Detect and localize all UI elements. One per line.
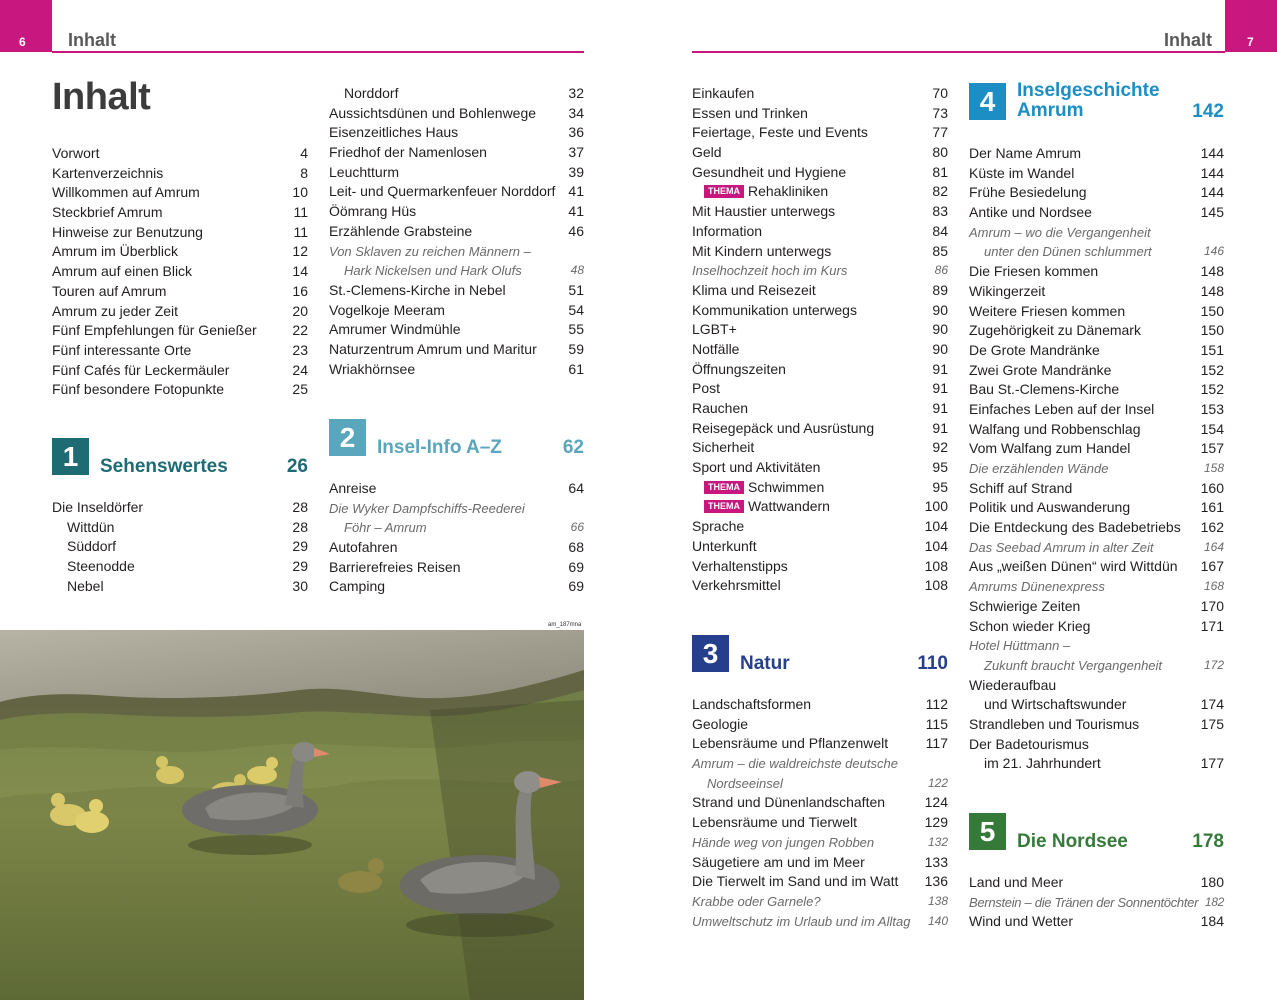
toc-feature-entry[interactable]: Hände weg von jungen Robben 132 [692, 834, 948, 850]
toc-entry[interactable]: Steenodde 29 [67, 558, 308, 575]
toc-entry[interactable]: Feiertage, Feste und Events 77 [692, 124, 948, 141]
inselinfo-list [329, 479, 584, 597]
toc-feature-entry[interactable]: Bernstein – die Tränen der Sonnentöchter 182 [969, 894, 1224, 910]
toc-entry[interactable]: Mit Haustier unterwegs 83 [692, 203, 948, 220]
inselinfo-list-cont [692, 84, 948, 596]
toc-feature-entry[interactable]: Krabbe oder Garnele? 138 [692, 893, 948, 909]
toc-entry[interactable]: Einkaufen 70 [692, 85, 948, 101]
toc-entry[interactable]: Sicherheit 92 [692, 439, 948, 456]
left-page-number-box [0, 0, 52, 52]
toc-entry[interactable]: Wiederaufbau [969, 676, 1057, 693]
toc-entry[interactable]: Sprache 104 [692, 518, 948, 535]
toc-entry[interactable]: Wriakhörnsee 61 [329, 360, 584, 377]
toc-entry[interactable]: Schiff auf Strand 160 [969, 479, 1224, 496]
toc-entry[interactable]: Naturzentrum Amrum und Maritur 59 [329, 340, 584, 357]
toc-feature-entry[interactable]: Hotel Hüttmann – [969, 638, 1071, 654]
toc-entry[interactable]: Die Friesen kommen 148 [969, 263, 1224, 280]
toc-feature-entry[interactable]: Amrum – die waldreichste deutsche [692, 756, 898, 772]
toc-entry[interactable]: Reisegepäck und Ausrüstung 91 [692, 419, 948, 436]
toc-entry[interactable]: LGBT+ 90 [692, 321, 948, 338]
left-header-rule [52, 51, 584, 53]
toc-entry[interactable]: Essen und Trinken 73 [692, 104, 948, 121]
geese-photo [0, 630, 584, 1000]
toc-entry[interactable]: Vogelkoje Meeram 54 [329, 301, 584, 318]
section-number-badge: 5 [969, 813, 1006, 850]
toc-feature-entry[interactable]: Amrums Dünenexpress 168 [969, 579, 1224, 595]
toc-entry[interactable]: Mit Kindern unterwegs 85 [692, 242, 948, 259]
toc-entry[interactable]: im 21. Jahrhundert 177 [984, 755, 1224, 772]
toc-entry[interactable]: Der Badetourismus [969, 735, 1089, 752]
sehenswertes-list-cont [329, 84, 584, 379]
section-number-badge: 4 [969, 83, 1006, 120]
toc-entry[interactable]: St.-Clemens-Kirche in Nebel 51 [329, 281, 584, 298]
right-page-number: 7 [1247, 35, 1254, 49]
toc-entry[interactable]: Lebensräume und Pflanzenwelt 117 [692, 735, 948, 752]
toc-entry[interactable]: Amrum zu jeder Zeit 20 [52, 302, 308, 319]
toc-entry[interactable]: Notfälle 90 [692, 340, 948, 357]
toc-entry[interactable]: Amrumer Windmühle 55 [329, 321, 584, 338]
toc-entry[interactable]: Die Tierwelt im Sand und im Watt 136 [692, 873, 948, 890]
toc-entry[interactable]: Sport und Aktivitäten 95 [692, 459, 948, 476]
toc-entry[interactable]: Die Entdeckung des Badebetriebs 162 [969, 519, 1224, 536]
section-number-badge: 2 [329, 419, 366, 456]
toc-entry[interactable]: Geld 80 [692, 144, 948, 161]
toc-entry[interactable]: Fünf besondere Fotopunkte 25 [52, 381, 308, 398]
section-page: 26 [286, 456, 308, 477]
natur-list [692, 695, 948, 931]
intro-list [52, 144, 308, 400]
toc-feature-entry[interactable]: Von Sklaven zu reichen Männern – [329, 243, 531, 259]
toc-feature-entry[interactable]: unter den Dünen schlummert 146 [984, 244, 1224, 260]
toc-entry[interactable]: Die Inseldörfer 28 [52, 499, 308, 515]
toc-entry[interactable]: Klima und Reisezeit 89 [692, 281, 948, 298]
toc-entry[interactable]: Schon wieder Krieg 171 [969, 617, 1224, 634]
section-page: 142 [1192, 101, 1224, 122]
toc-feature-entry[interactable]: Umweltschutz im Urlaub und im Alltag 140 [692, 913, 948, 929]
photo-credit: am_187mna [548, 622, 582, 628]
section-4-heading[interactable] [969, 80, 1224, 120]
toc-entry[interactable]: Zugehörigkeit zu Dänemark 150 [969, 322, 1224, 339]
toc-feature-entry[interactable]: Die Wyker Dampfschiffs-Reederei [329, 500, 525, 516]
toc-entry[interactable]: Wikingerzeit 148 [969, 282, 1224, 299]
toc-entry[interactable]: Friedhof der Namenlosen 37 [329, 144, 584, 161]
toc-entry[interactable]: Autofahren 68 [329, 539, 584, 556]
toc-entry[interactable]: Post 91 [692, 380, 948, 397]
section-1-heading[interactable] [52, 435, 308, 475]
section-title: Inselgeschichte Amrum [1017, 80, 1160, 121]
toc-entry[interactable]: Aus „weißen Dünen“ wird Wittdün 167 [969, 558, 1224, 575]
thema-badge: THEMA [704, 185, 744, 198]
section-title: Die Nordsee [1017, 831, 1128, 852]
toc-entry[interactable]: und Wirtschaftswunder 174 [984, 696, 1224, 713]
page-title: Inhalt [52, 76, 151, 118]
toc-feature-entry[interactable]: Das Seebad Amrum in alter Zeit 164 [969, 539, 1224, 555]
toc-thema-entry[interactable]: THEMA Wattwandern 100 [692, 497, 948, 517]
nordsee-list [969, 873, 1224, 932]
toc-entry[interactable]: Verhaltenstipps 108 [692, 557, 948, 574]
toc-entry[interactable]: Fünf Cafés für Leckermäuler 24 [52, 361, 308, 378]
section-title: Natur [740, 653, 790, 674]
toc-feature-entry[interactable]: Zukunft braucht Vergangenheit 172 [984, 657, 1224, 673]
toc-entry[interactable]: Bau St.-Clemens-Kirche 152 [969, 381, 1224, 398]
toc-entry[interactable]: Norddorf 32 [344, 85, 584, 101]
toc-entry[interactable]: Weitere Friesen kommen 150 [969, 302, 1224, 319]
toc-entry[interactable]: Erzählende Grabsteine 46 [329, 222, 584, 239]
toc-entry[interactable]: Leit- und Quermarkenfeuer Norddorf 41 [329, 183, 584, 200]
section-title: Sehenswertes [100, 456, 228, 477]
toc-entry[interactable]: Hinweise zur Benutzung 11 [52, 223, 308, 240]
geschichte-list [969, 144, 1224, 774]
section-number-badge: 1 [52, 438, 89, 475]
toc-entry[interactable]: Küste im Wandel 144 [969, 164, 1224, 181]
toc-entry[interactable]: Einfaches Leben auf der Insel 153 [969, 400, 1224, 417]
toc-entry[interactable]: Öffnungszeiten 91 [692, 360, 948, 377]
toc-entry[interactable]: Der Name Amrum 144 [969, 145, 1224, 161]
toc-entry[interactable]: Politik und Auswanderung 161 [969, 499, 1224, 516]
right-header-title: Inhalt [1164, 30, 1212, 50]
toc-entry[interactable]: Leuchtturm 39 [329, 163, 584, 180]
toc-entry[interactable]: De Grote Mandränke 151 [969, 341, 1224, 358]
thema-badge: THEMA [704, 481, 744, 494]
section-number-badge: 3 [692, 635, 729, 672]
toc-entry[interactable]: Information 84 [692, 222, 948, 239]
toc-entry[interactable]: Anreise 64 [329, 480, 584, 496]
right-header-rule [692, 51, 1225, 53]
toc-entry[interactable]: Touren auf Amrum 16 [52, 282, 308, 299]
toc-entry[interactable]: Frühe Besiedelung 144 [969, 184, 1224, 201]
toc-entry[interactable]: Steckbrief Amrum 11 [52, 204, 308, 221]
toc-entry[interactable]: Barrierefreies Reisen 69 [329, 558, 584, 575]
toc-entry[interactable]: Schwierige Zeiten 170 [969, 597, 1224, 614]
toc-entry[interactable]: Wind und Wetter 184 [969, 913, 1224, 930]
toc-entry[interactable]: Kommunikation unterwegs 90 [692, 301, 948, 318]
toc-entry[interactable]: Unterkunft 104 [692, 537, 948, 554]
toc-entry[interactable]: Land und Meer 180 [969, 874, 1224, 890]
toc-entry[interactable]: Fünf Empfehlungen für Genießer 22 [52, 322, 308, 339]
toc-entry[interactable]: Antike und Nordsee 145 [969, 204, 1224, 221]
toc-entry[interactable]: Säugetiere am und im Meer 133 [692, 853, 948, 870]
toc-entry[interactable]: Vorwort 4 [52, 145, 308, 161]
toc-entry[interactable]: Gesundheit und Hygiene 81 [692, 163, 948, 180]
toc-entry[interactable]: Öömrang Hüs 41 [329, 203, 584, 220]
toc-entry[interactable]: Amrum auf einen Blick 14 [52, 263, 308, 280]
left-header-title: Inhalt [68, 30, 116, 50]
toc-entry[interactable]: Geologie 115 [692, 715, 948, 732]
toc-entry[interactable]: Zwei Grote Mandränke 152 [969, 361, 1224, 378]
toc-entry[interactable]: Landschaftsformen 112 [692, 696, 948, 712]
toc-entry[interactable]: Kartenverzeichnis 8 [52, 164, 308, 181]
section-3-heading[interactable] [692, 632, 948, 672]
toc-feature-entry[interactable]: Inselhochzeit hoch im Kurs 86 [692, 263, 948, 279]
toc-thema-entry[interactable]: THEMA Schwimmen 95 [692, 478, 948, 498]
toc-entry[interactable]: Nebel 30 [67, 577, 308, 594]
toc-entry[interactable]: Rauchen 91 [692, 400, 948, 416]
toc-feature-entry[interactable]: Föhr – Amrum 66 [344, 520, 584, 536]
toc-entry[interactable]: Willkommen auf Amrum 10 [52, 184, 308, 201]
toc-feature-entry[interactable]: Die erzählenden Wände 158 [969, 461, 1224, 476]
toc-entry[interactable]: Vom Walfang zum Handel 157 [969, 440, 1224, 457]
toc-entry[interactable]: Strand und Dünenlandschaften 124 [692, 794, 948, 811]
section-page: 62 [562, 437, 584, 458]
left-page-number: 6 [19, 35, 26, 49]
toc-entry[interactable]: Wittdün 28 [67, 518, 308, 535]
section-page: 110 [917, 653, 948, 674]
section-title: Insel-Info A–Z [377, 437, 502, 458]
toc-entry[interactable]: Aussichtsdünen und Bohlenwege 34 [329, 104, 584, 121]
section-2-heading[interactable] [329, 416, 584, 456]
toc-entry[interactable]: Fünf interessante Orte 23 [52, 341, 308, 358]
toc-entry[interactable]: Süddorf 29 [67, 538, 308, 555]
toc-feature-entry[interactable]: Hark Nickelsen und Hark Olufs 48 [344, 263, 584, 279]
toc-entry[interactable]: Walfang und Robbenschlag 154 [969, 420, 1224, 437]
toc-feature-entry[interactable]: Nordseeinsel 122 [707, 775, 948, 791]
toc-thema-entry[interactable]: THEMA Rehakliniken 82 [692, 182, 948, 202]
section-page: 178 [1192, 831, 1224, 852]
toc-entry[interactable]: Lebensräume und Tierwelt 129 [692, 814, 948, 831]
toc-feature-entry[interactable]: Amrum – wo die Vergangenheit [969, 224, 1151, 240]
toc-entry[interactable]: Eisenzeitliches Haus 36 [329, 124, 584, 141]
toc-entry[interactable]: Strandleben und Tourismus 175 [969, 715, 1224, 732]
thema-badge: THEMA [704, 500, 744, 513]
sehenswertes-list [52, 498, 308, 596]
section-5-heading[interactable] [969, 810, 1224, 850]
toc-entry[interactable]: Verkehrsmittel 108 [692, 577, 948, 594]
toc-entry[interactable]: Amrum im Überblick 12 [52, 243, 308, 260]
toc-entry[interactable]: Camping 69 [329, 578, 584, 595]
